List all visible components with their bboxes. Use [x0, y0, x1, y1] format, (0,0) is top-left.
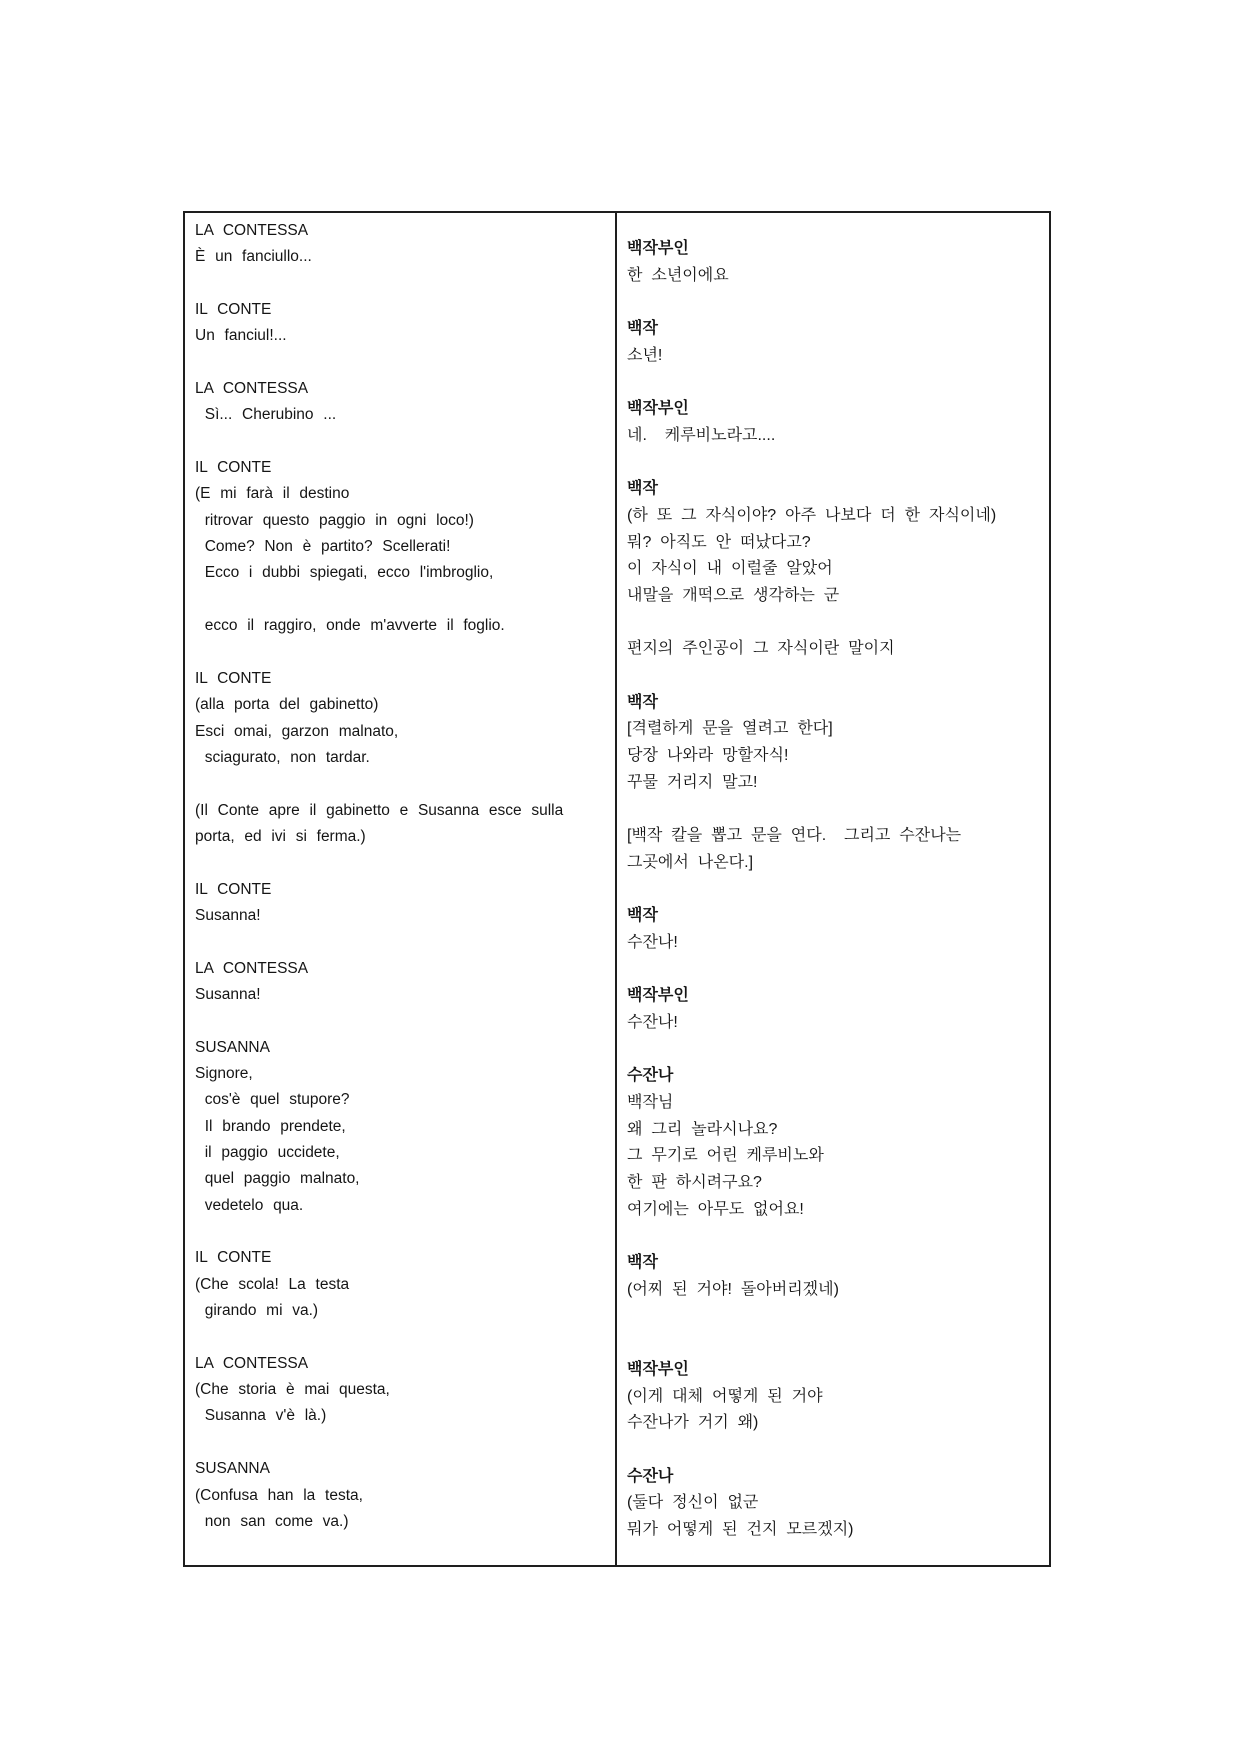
dialogue-line: non san come va.) [195, 1512, 349, 1530]
speaker-line: IL CONTE [195, 669, 272, 687]
blank-line [195, 350, 609, 376]
dialogue-line: 꾸물 거리지 말고! [627, 773, 758, 791]
dialogue-line: [백작 칼을 뽑고 문을 연다. 그리고 수잔나는 [627, 827, 962, 845]
dialogue-line: vedetelo qua. [195, 1196, 304, 1214]
dialogue-line: È un fanciullo... [195, 248, 312, 266]
dialogue-line: (Che scola! La testa [195, 1275, 350, 1293]
dialogue-line: (Che storia è mai questa, [195, 1381, 390, 1399]
dialogue-line: girando mi va.) [195, 1302, 319, 1320]
speaker-line: LA CONTESSA [195, 222, 309, 239]
speaker-line: 백작 [627, 320, 658, 338]
blank-line [195, 1324, 609, 1350]
speaker-line: IL CONTE [195, 1249, 272, 1267]
dialogue-line: (어찌 된 거야! 돌아버리겠네) [627, 1280, 839, 1298]
dialogue-line: Un fanciul!... [195, 327, 287, 345]
speaker-line: 수잔나 [627, 1067, 674, 1085]
dialogue-line: Ecco i dubbi spiegati, ecco l'imbroglio, [195, 564, 494, 582]
blank-line [195, 1219, 609, 1245]
dialogue-line: 내말을 개떡으로 생각하는 군 [627, 586, 840, 604]
dialogue-line: [격렬하게 문을 열려고 한다] [627, 720, 833, 738]
dialogue-line: (Il Conte apre il gabinetto e Susanna esce sulla [195, 801, 564, 819]
blank-line [627, 369, 1043, 396]
blank-line [195, 929, 609, 955]
speaker-line: LA CONTESSA [195, 380, 309, 398]
dialogue-line: Susanna v'è là.) [195, 1407, 327, 1425]
dialogue-line: Sì... Cherubino ... [195, 406, 337, 424]
dialogue-line: sciagurato, non tardar. [195, 748, 370, 766]
dialogue-line: 수잔나! [627, 933, 678, 951]
dialogue-line: 당장 나와라 망할자식! [627, 747, 789, 765]
dialogue-line: 이 자식이 내 이럴줄 알았어 [627, 560, 833, 578]
korean-column [617, 213, 1049, 1565]
dialogue-line: ritrovar questo paggio in ogni loco!) [195, 511, 474, 529]
libretto-table [183, 211, 1051, 1567]
dialogue-line: Signore, [195, 1065, 253, 1082]
blank-line [195, 587, 609, 613]
blank-line [627, 1437, 1043, 1464]
dialogue-line: (E mi farà il destino [195, 485, 350, 503]
blank-line [195, 640, 609, 666]
dialogue-line: 한 소년이에요 [627, 266, 729, 284]
blank-line [627, 1037, 1043, 1064]
blank-line [627, 877, 1043, 904]
speaker-line: 백작부인 [627, 400, 689, 418]
speaker-line: SUSANNA [195, 1038, 270, 1056]
blank-line [627, 289, 1043, 316]
italian-column [185, 213, 617, 1565]
dialogue-line: 그 무기로 어린 케루비노와 [627, 1147, 824, 1165]
dialogue-line: porta, ed ivi si ferma.) [195, 827, 366, 845]
blank-line [195, 850, 609, 876]
speaker-line: 백작 [627, 480, 658, 498]
speaker-line: IL CONTE [195, 880, 272, 898]
dialogue-line: 왜 그리 놀라시나요? [627, 1120, 778, 1138]
speaker-line: IL CONTE [195, 459, 272, 477]
blank-line [195, 271, 609, 297]
dialogue-line: (둘다 정신이 없군 [627, 1494, 759, 1512]
speaker-line: LA CONTESSA [195, 1354, 309, 1372]
dialogue-line: (이게 대체 어떻게 된 거야 [627, 1387, 823, 1405]
dialogue-line: (하 또 그 자식이야? 아주 나보다 더 한 자식이네) [627, 506, 997, 524]
dialogue-line: 뭐? 아직도 안 떠났다고? [627, 533, 811, 551]
dialogue-line: 한 판 하시려구요? [627, 1174, 762, 1192]
blank-line [627, 663, 1043, 690]
blank-line [627, 610, 1043, 637]
blank-line [195, 1430, 609, 1456]
speaker-line: 백작 [627, 1254, 658, 1272]
blank-line [195, 771, 609, 797]
speaker-line: LA CONTESSA [195, 959, 309, 977]
speaker-line: IL CONTE [195, 301, 272, 319]
dialogue-line: 뭐가 어떻게 된 건지 모르겠지) [627, 1521, 854, 1538]
dialogue-line: ecco il raggiro, onde m'avverte il foglio. [195, 617, 505, 635]
speaker-line: 백작부인 [627, 240, 689, 257]
blank-line [195, 429, 609, 455]
blank-line [195, 1008, 609, 1034]
dialogue-line: Esci omai, garzon malnato, [195, 722, 399, 740]
speaker-line: 백작부인 [627, 1360, 689, 1378]
dialogue-line: cos'è quel stupore? [195, 1091, 350, 1109]
speaker-line: 수잔나 [627, 1467, 674, 1485]
dialogue-line: 그곳에서 나온다.] [627, 853, 754, 871]
dialogue-line: Come? Non è partito? Scellerati! [195, 538, 451, 556]
blank-line [627, 1330, 1043, 1357]
speaker-line: 백작 [627, 693, 658, 711]
dialogue-line: 수잔나! [627, 1013, 678, 1031]
blank-line [627, 1223, 1043, 1250]
dialogue-line: 수잔나가 거기 왜) [627, 1414, 759, 1432]
dialogue-line: Il brando prendete, [195, 1117, 346, 1135]
speaker-line: 백작부인 [627, 987, 689, 1005]
dialogue-line: il paggio uccidete, [195, 1144, 340, 1162]
dialogue-line: 여기에는 아무도 없어요! [627, 1200, 804, 1218]
speaker-line: 백작 [627, 907, 658, 925]
dialogue-line: Susanna! [195, 906, 261, 924]
dialogue-line: 소년! [627, 346, 663, 364]
blank-line [627, 957, 1043, 984]
blank-line [627, 1304, 1043, 1331]
dialogue-line: Susanna! [195, 985, 261, 1003]
dialogue-line: 네. 케루비노라고.... [627, 426, 776, 444]
dialogue-line: quel paggio malnato, [195, 1170, 360, 1188]
dialogue-line: 백작님 [627, 1094, 674, 1111]
blank-line [627, 450, 1043, 477]
dialogue-line: (alla porta del gabinetto) [195, 696, 379, 714]
blank-line [627, 796, 1043, 823]
dialogue-line: 편지의 주인공이 그 자식이란 말이지 [627, 640, 895, 658]
dialogue-line: (Confusa han la testa, [195, 1486, 363, 1504]
speaker-line: SUSANNA [195, 1460, 270, 1478]
